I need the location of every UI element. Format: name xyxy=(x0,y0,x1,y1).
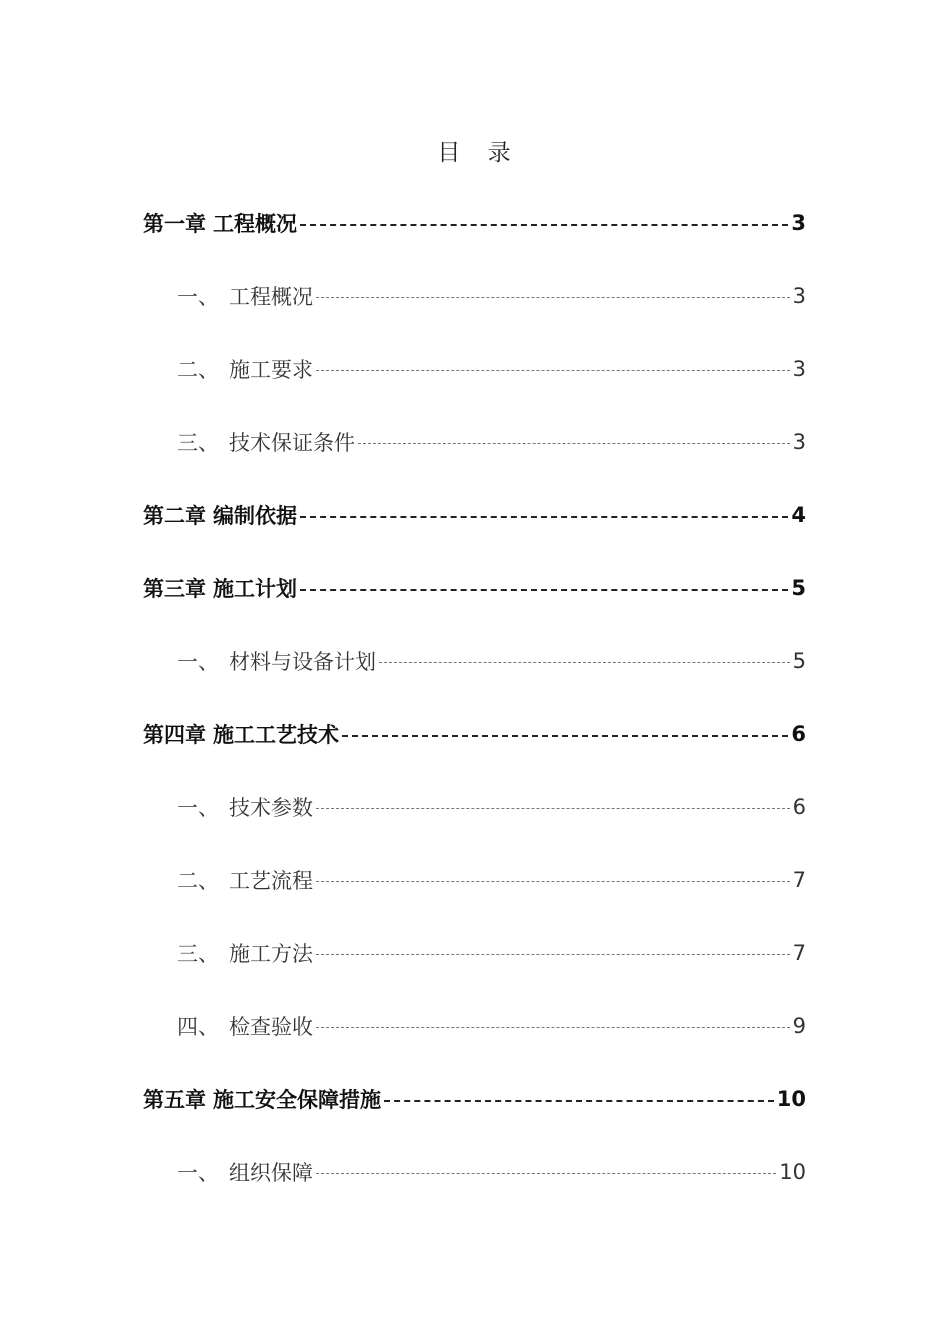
toc-entry-label: 材料与设备计划 xyxy=(229,649,376,674)
toc-entry-page: 3 xyxy=(791,210,806,235)
toc-leader-dashes xyxy=(316,297,790,298)
toc-entry-section[interactable] xyxy=(143,1135,806,1208)
toc-leader-dashes xyxy=(384,1100,774,1102)
toc-entry-label: 施工安全保障措施 xyxy=(213,1087,381,1112)
toc-leader-dashes xyxy=(358,443,790,444)
toc-entry-section[interactable] xyxy=(143,624,806,697)
toc-entry-number: 第三章 xyxy=(143,576,206,601)
toc-entry-chapter[interactable] xyxy=(143,697,806,770)
toc-entry-label: 施工方法 xyxy=(229,941,313,966)
toc-entry-page: 7 xyxy=(792,940,806,965)
toc-leader-dashes xyxy=(316,954,790,955)
toc-entry-section[interactable] xyxy=(143,405,806,478)
toc-entry-page: 10 xyxy=(779,1159,806,1184)
toc-leader-dashes xyxy=(300,224,788,226)
toc-entry-page: 6 xyxy=(792,794,806,819)
toc-entry-number: 四、 xyxy=(177,1014,219,1039)
toc-entry-chapter[interactable] xyxy=(143,551,806,624)
toc-entry-label: 施工计划 xyxy=(213,576,297,601)
toc-entry-section[interactable] xyxy=(143,916,806,989)
toc-entry-number: 第五章 xyxy=(143,1087,206,1112)
toc-entry-label: 编制依据 xyxy=(213,503,297,528)
toc-entry-number: 二、 xyxy=(177,868,219,893)
toc-entry-label: 施工工艺技术 xyxy=(213,722,339,747)
toc-entry-label: 工程概况 xyxy=(213,211,297,236)
toc-entry-number: 一、 xyxy=(177,1160,219,1185)
toc-entry-label: 检查验收 xyxy=(229,1014,313,1039)
toc-entry-page: 3 xyxy=(792,283,806,308)
toc-entry-number: 一、 xyxy=(177,795,219,820)
toc-entry-chapter[interactable] xyxy=(143,1062,806,1135)
toc-entry-page: 5 xyxy=(791,575,806,600)
toc-entry-number: 第四章 xyxy=(143,722,206,747)
toc-leader-dashes xyxy=(316,881,790,882)
toc-entry-label: 工程概况 xyxy=(229,284,313,309)
toc-entry-label: 施工要求 xyxy=(229,357,313,382)
toc-entry-label: 工艺流程 xyxy=(229,868,313,893)
toc-entry-chapter[interactable] xyxy=(143,186,806,259)
toc-entry-page: 4 xyxy=(791,502,806,527)
toc-entry-section[interactable] xyxy=(143,843,806,916)
toc-entry-page: 6 xyxy=(791,721,806,746)
toc-entry-section[interactable] xyxy=(143,989,806,1062)
toc-title: 目 录 xyxy=(437,140,521,166)
toc-entry-number: 三、 xyxy=(177,941,219,966)
toc-entry-section[interactable] xyxy=(143,259,806,332)
toc-leader-dashes xyxy=(300,589,788,591)
toc-leader-dashes xyxy=(316,1027,790,1028)
toc-leader-dashes xyxy=(316,1173,776,1174)
toc-entry-number: 二、 xyxy=(177,357,219,382)
toc-entry-section[interactable] xyxy=(143,332,806,405)
toc-entry-number: 一、 xyxy=(177,649,219,674)
toc-entry-label: 技术参数 xyxy=(229,795,313,820)
toc-leader-dashes xyxy=(342,735,788,737)
toc-entry-page: 3 xyxy=(792,429,806,454)
toc-leader-dashes xyxy=(316,370,790,371)
toc-entry-number: 三、 xyxy=(177,430,219,455)
toc-entry-number: 第一章 xyxy=(143,211,206,236)
toc-entry-page: 10 xyxy=(776,1086,806,1111)
toc-leader-dashes xyxy=(300,516,788,518)
toc-entry-label: 技术保证条件 xyxy=(229,430,355,455)
toc-entry-label: 组织保障 xyxy=(229,1160,313,1185)
toc-leader-dashes xyxy=(316,808,790,809)
toc-entry-chapter[interactable] xyxy=(143,478,806,551)
toc-entry-number: 一、 xyxy=(177,284,219,309)
toc-leader-dashes xyxy=(379,662,790,663)
toc-entry-section[interactable] xyxy=(143,770,806,843)
table-of-contents xyxy=(143,186,806,1208)
toc-entry-page: 9 xyxy=(792,1013,806,1038)
toc-entry-page: 7 xyxy=(792,867,806,892)
toc-entry-number: 第二章 xyxy=(143,503,206,528)
toc-entry-page: 5 xyxy=(792,648,806,673)
toc-entry-page: 3 xyxy=(792,356,806,381)
